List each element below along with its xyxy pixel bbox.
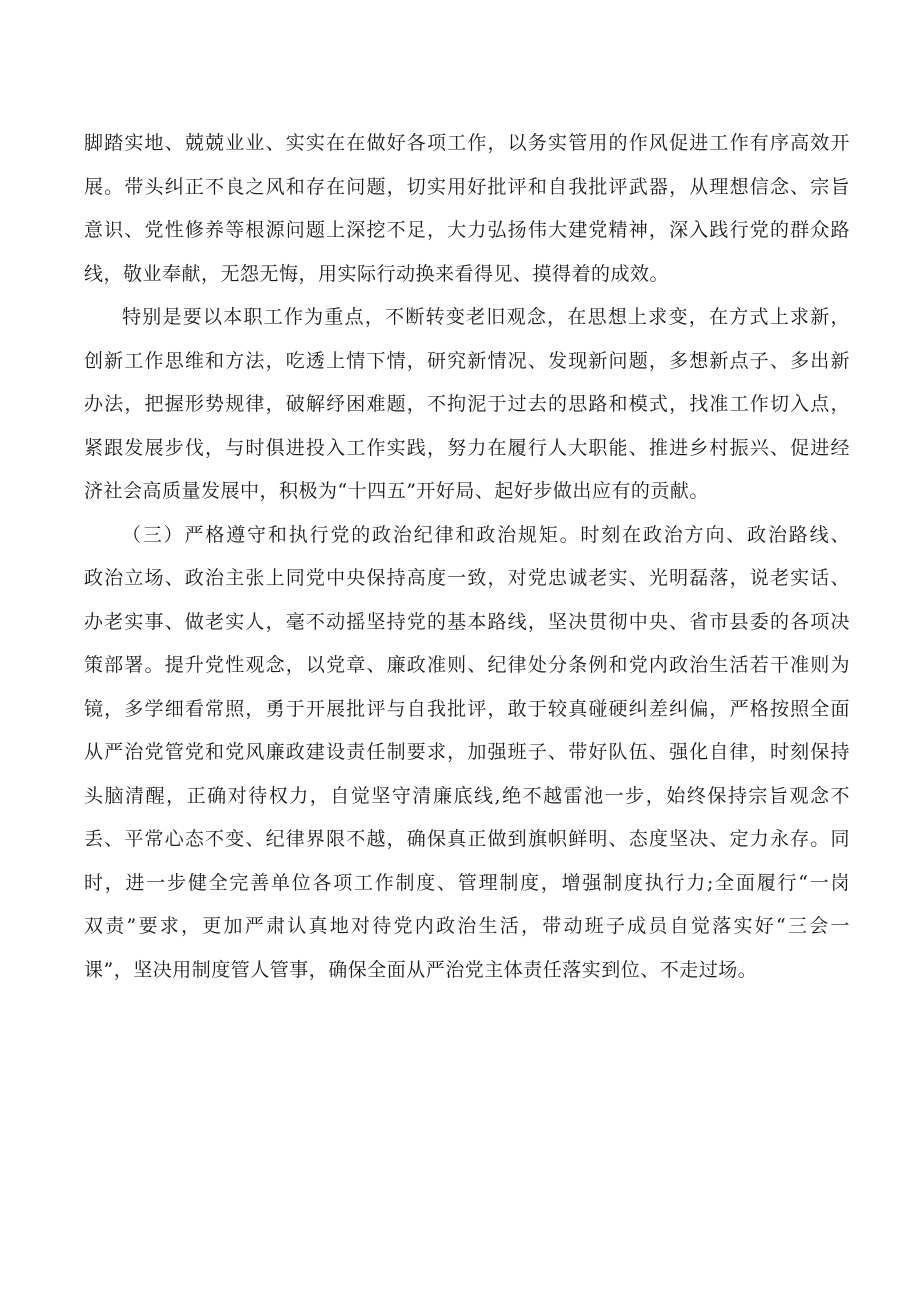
text-line: 特别是要以本职工作为重点，不断转变老旧观念，在思想上求变，在方式上求新， bbox=[122, 306, 850, 328]
document-page bbox=[84, 122, 850, 992]
text-line: 创新工作思维和方法，吃透上情下情，研究新情况、发现新问题，多想新点子、多出新 bbox=[84, 349, 850, 372]
text-line: （三）严格遵守和执行党的政治纪律和政治规矩。时刻在政治方向、政治路线、 bbox=[122, 523, 850, 546]
text-line: 济社会高质量发展中，积极为“十四五”开好局、起好步做出应有的贡献。 bbox=[84, 480, 709, 502]
text-line: 头脑清醒，正确对待权力，自觉坚守清廉底线,绝不越雷池一步，始终保持宗旨观念不 bbox=[84, 784, 850, 807]
paragraph-innovation bbox=[84, 296, 850, 514]
paragraph-discipline bbox=[84, 514, 850, 993]
text-line: 双责”要求，更加严肃认真地对待党内政治生活，带动班子成员自觉落实好“三会一 bbox=[84, 915, 850, 937]
text-line: 紧跟发展步伐，与时俱进投入工作实践，努力在履行人大职能、推进乡村振兴、促进经 bbox=[84, 436, 850, 459]
text-line: 展。带头纠正不良之风和存在问题，切实用好批评和自我批评武器，从理想信念、宗旨 bbox=[84, 175, 850, 198]
text-line: 策部署。提升党性观念，以党章、廉政准则、纪律处分条例和党内政治生活若干准则为 bbox=[84, 654, 850, 676]
text-line: 办法，把握形势规律，破解纾困难题，不拘泥于过去的思路和模式，找准工作切入点， bbox=[84, 393, 850, 415]
text-line: 线，敬业奉献，无怨无悔，用实际行动换来看得见、摸得着的成效。 bbox=[84, 262, 670, 285]
text-line: 课”，坚决用制度管人管事，确保全面从严治党主体责任落实到位、不走过场。 bbox=[84, 958, 758, 981]
text-line: 从严治党管党和党风廉政建设责任制要求，加强班子、带好队伍、强化自律，时刻保持 bbox=[84, 741, 850, 763]
text-line: 镜，多学细看常照，勇于开展批评与自我批评，敢于较真碰硬纠差纠偏，严格按照全面 bbox=[84, 697, 850, 720]
text-line: 时，进一步健全完善单位各项工作制度、管理制度，增强制度执行力;全面履行“一岗 bbox=[84, 871, 850, 894]
text-line: 办老实事、做老实人，毫不动摇坚持党的基本路线，坚决贯彻中央、省市县委的各项决 bbox=[84, 610, 850, 633]
paragraph-work-style bbox=[84, 122, 850, 296]
text-line: 政治立场、政治主张上同党中央保持高度一致，对党忠诚老实、光明磊落，说老实话、 bbox=[84, 567, 850, 589]
text-line: 脚踏实地、兢兢业业、实实在在做好各项工作，以务实管用的作风促进工作有序高效开 bbox=[84, 132, 850, 154]
text-line: 丢、平常心态不变、纪律界限不越，确保真正做到旗帜鲜明、态度坚决、定力永存。同 bbox=[84, 828, 850, 850]
text-line: 意识、党性修养等根源问题上深挖不足，大力弘扬伟大建党精神，深入践行党的群众路 bbox=[84, 219, 850, 241]
